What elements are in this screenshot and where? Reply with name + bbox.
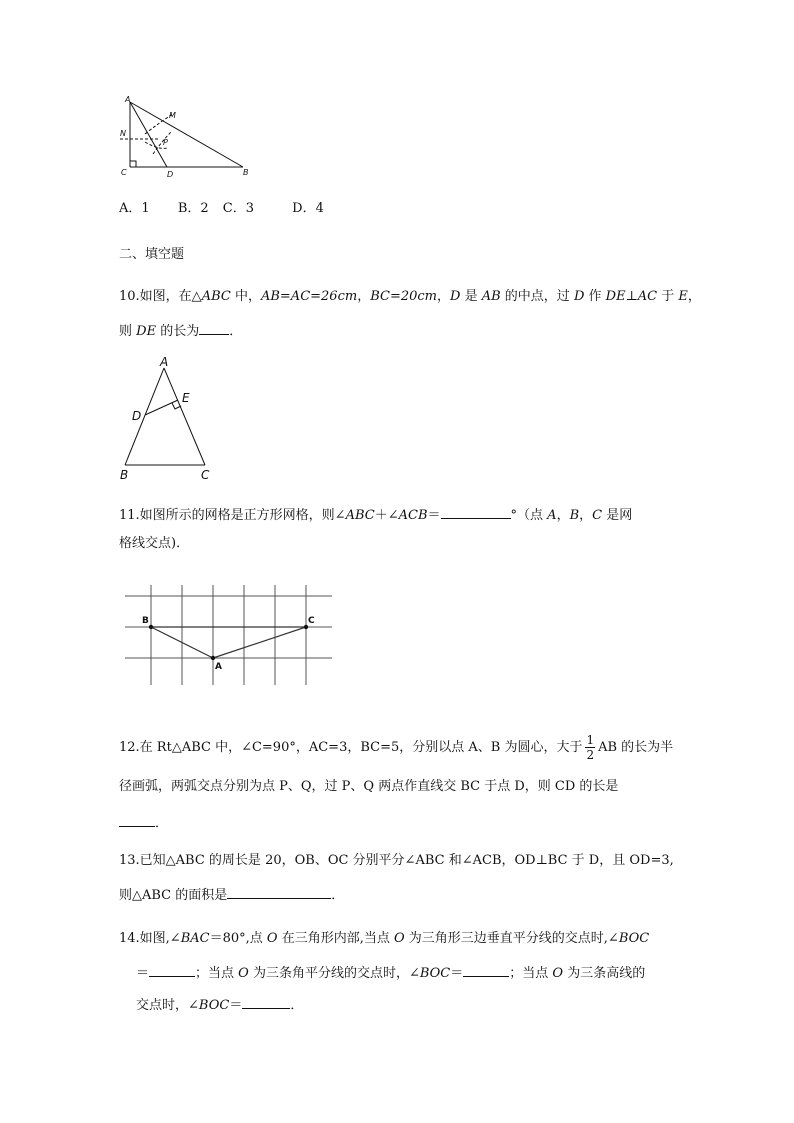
fig9-label-b: B xyxy=(243,168,249,177)
q10-text: 则 xyxy=(119,324,137,339)
q14-text: ＝ xyxy=(136,966,150,981)
q14-text: 为三角形三边垂直平分线的交点时,∠ xyxy=(404,931,619,946)
fig9-label-m: M xyxy=(169,111,176,120)
q10-e: E xyxy=(678,289,688,304)
figure-q11-grid xyxy=(120,580,340,690)
q14-text: ；当点 xyxy=(509,966,553,981)
q14-bac: BAC xyxy=(180,931,210,946)
q10-text: 中， xyxy=(230,289,261,304)
q14-text: 交点时，∠ xyxy=(136,998,199,1013)
q13-text: ． xyxy=(331,888,345,903)
q9-options xyxy=(119,200,324,218)
q14-boc: BOC xyxy=(618,931,650,946)
q14-text: ＝ xyxy=(229,998,243,1013)
q13-line1: 13.已知△ABC 的周长是 20，OB、OC 分别平分∠ABC 和∠ACB，OD⊥BC 于 D，且 OD=3, xyxy=(119,853,674,868)
q11-text: ＋∠ xyxy=(374,508,399,523)
q14-boc: BOC xyxy=(198,998,230,1013)
q11-acb: ACB xyxy=(398,508,428,523)
q10-de: DE xyxy=(136,324,157,339)
fig9-label-a: A xyxy=(125,95,131,104)
q14-text: ；当点 xyxy=(195,966,239,981)
q14-text: ＝80°,点 xyxy=(209,931,267,946)
q11-a: A xyxy=(547,508,557,523)
q12-text: 12.在 Rt△ABC 中，∠C=90°，AC=3，BC=5，分别以点 A、B 为圆心，大于 xyxy=(119,740,583,755)
q14-text: 14.如图,∠ xyxy=(119,931,181,946)
fig11-label-a: A xyxy=(215,662,222,672)
q10-perp: DE⊥AC xyxy=(605,289,658,304)
figure-q9 xyxy=(115,92,260,182)
q14-o: O xyxy=(238,966,249,981)
q11-text: °（点 xyxy=(510,508,548,523)
q11-text: 是网 xyxy=(602,508,633,523)
fig10-label-c: C xyxy=(201,468,210,482)
fig9-right-angle xyxy=(130,161,136,167)
fig10-label-a: A xyxy=(160,355,169,369)
q14-o: O xyxy=(552,966,564,981)
fig9-side-ab xyxy=(130,102,243,167)
fig10-label-e: E xyxy=(182,391,190,405)
q12-line3 xyxy=(119,812,168,833)
q10-text: 的中点，过 xyxy=(500,289,574,304)
q10-text: 作 xyxy=(584,289,606,304)
q10-text: 是 xyxy=(460,289,482,304)
fig10-side-ac xyxy=(164,368,205,465)
q12-answer-blank[interactable] xyxy=(119,812,155,827)
fig11-label-b: B xyxy=(142,616,149,626)
q10-eq2: BC=20cm xyxy=(370,289,437,304)
q10-d: D xyxy=(450,289,461,304)
q12-line1 xyxy=(119,728,673,768)
q11-line1 xyxy=(119,504,632,525)
figure-q10 xyxy=(115,355,225,485)
q12-fraction xyxy=(585,733,595,762)
fig11-point-b xyxy=(149,625,153,629)
q10-d2: D xyxy=(573,289,585,304)
fig9-label-p: P xyxy=(163,138,168,147)
q11-c: C xyxy=(592,508,603,523)
q11-b: B xyxy=(569,508,580,523)
fig10-side-ab xyxy=(125,368,164,465)
q14-text: 为三条角平分线的交点时，∠ xyxy=(248,966,420,981)
q9-option-b[interactable]: B．2 xyxy=(177,201,209,216)
q11-answer-blank[interactable] xyxy=(441,504,511,519)
q10-text: 的长为 xyxy=(156,324,200,339)
q9-option-c[interactable]: C．3 xyxy=(222,201,254,216)
q10-text: ， xyxy=(687,289,701,304)
q14-o: O xyxy=(393,931,405,946)
q10-text: ． xyxy=(229,324,243,339)
q9-option-d[interactable]: D．4 xyxy=(292,201,324,216)
q12-text: ． xyxy=(155,816,169,831)
q13-text: 则△ABC 的面积是 xyxy=(119,888,228,903)
fig10-label-b: B xyxy=(120,468,129,482)
q10-abc: ABC xyxy=(201,289,231,304)
fig9-label-d: D xyxy=(167,170,174,179)
fig11-point-a xyxy=(211,656,215,660)
q10-line1 xyxy=(119,288,701,306)
q11-abc: ABC xyxy=(345,508,375,523)
q14-text: 在三角形内部,当点 xyxy=(277,931,394,946)
q14-text: 为三条高线的 xyxy=(563,966,646,981)
q13-line2 xyxy=(119,884,344,905)
fig9-arc-p xyxy=(153,132,171,154)
section-title: 二、填空题 xyxy=(119,247,185,262)
q10-text: 10.如图，在△ xyxy=(119,289,202,304)
q14-o: O xyxy=(266,931,278,946)
q10-text: 于 xyxy=(657,289,679,304)
q10-eq1: AB=AC=26cm xyxy=(260,289,358,304)
q14-answer-blank-3[interactable] xyxy=(242,994,290,1009)
q10-text: ， xyxy=(357,289,371,304)
q11-text: ， xyxy=(579,508,593,523)
q10-line2 xyxy=(119,320,242,341)
fig9-segment-ad xyxy=(130,102,167,167)
q11-text: 11.如图所示的网格是正方形网格，则∠ xyxy=(119,508,346,523)
q10-text: ， xyxy=(437,289,451,304)
fig10-label-d: D xyxy=(132,409,142,423)
q14-line3 xyxy=(136,994,303,1015)
q12-frac-num: 1 xyxy=(586,733,595,747)
q11-line2: 格线交点)． xyxy=(119,536,190,551)
q12-line2: 径画弧，两弧交点分别为点 P、Q，过 P、Q 两点作直线交 BC 于点 D，则 CD 的长是 xyxy=(119,779,619,794)
q9-option-a[interactable]: A．1 xyxy=(119,201,150,216)
fig9-label-n: N xyxy=(120,129,126,138)
q14-line1 xyxy=(119,930,649,948)
q14-line2 xyxy=(136,962,645,983)
q10-answer-blank[interactable] xyxy=(199,320,229,335)
q14-boc: BOC xyxy=(419,966,451,981)
q14-text: ＝ xyxy=(450,966,464,981)
q14-text: ． xyxy=(290,998,304,1013)
q14-answer-blank-1[interactable] xyxy=(149,962,195,977)
q11-text: ， xyxy=(556,508,570,523)
q14-answer-blank-2[interactable] xyxy=(463,962,509,977)
fig11-label-c: C xyxy=(308,616,315,626)
q12-frac-den: 2 xyxy=(586,748,595,762)
q12-text: AB 的长为半 xyxy=(598,740,674,755)
q11-text: ＝ xyxy=(427,508,441,523)
fig9-label-c: C xyxy=(121,168,127,177)
q13-answer-blank[interactable] xyxy=(227,884,331,899)
fig11-segment-ca xyxy=(213,627,306,658)
q10-ab: AB xyxy=(481,289,501,304)
